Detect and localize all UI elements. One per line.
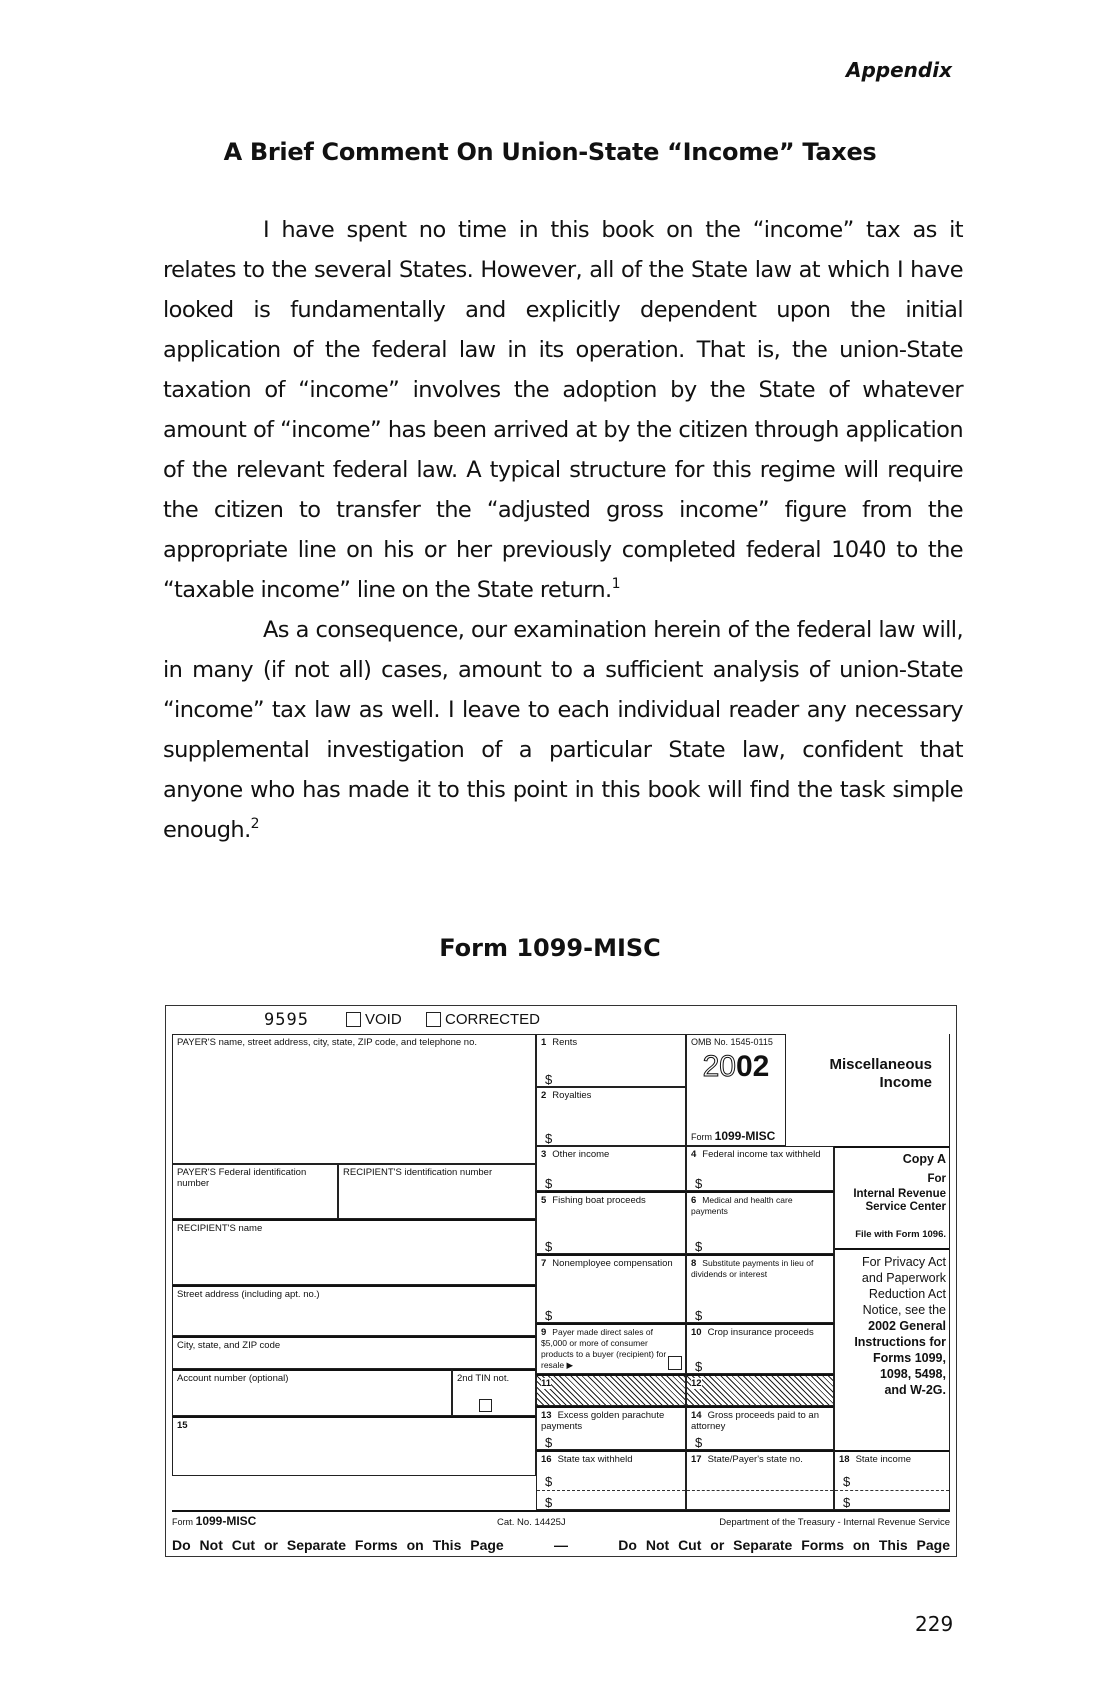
box-5-label: Fishing boat proceeds	[552, 1195, 646, 1206]
tax-year	[687, 1050, 785, 1083]
corrected-checkbox-group[interactable]	[426, 1011, 540, 1028]
box-12-num: 12	[691, 1378, 702, 1389]
form-bottom-border	[172, 1510, 950, 1512]
year-outline: 20	[702, 1050, 736, 1083]
city-state-zip-field[interactable]	[172, 1336, 536, 1369]
dashed-divider	[835, 1490, 949, 1491]
box-13-golden-parachute[interactable]	[536, 1406, 686, 1450]
box-8-substitute-payments[interactable]	[686, 1254, 834, 1323]
box-18-num: 18	[839, 1454, 850, 1465]
right-border	[949, 1034, 950, 1510]
payer-name-field[interactable]	[172, 1034, 536, 1164]
divider	[834, 1146, 950, 1148]
box-7-nonemployee-comp[interactable]	[536, 1254, 686, 1323]
payer-federal-id-label: PAYER'S Federal identification number	[177, 1167, 307, 1189]
privacy-line-bold: 2002 General	[868, 1319, 946, 1333]
box-4-fed-tax-withheld[interactable]	[686, 1146, 834, 1191]
box-17-label: State/Payer's state no.	[707, 1454, 803, 1465]
second-tin-field	[452, 1369, 536, 1416]
recipient-id-label: RECIPIENT'S identification number	[343, 1167, 493, 1178]
box-10-crop-insurance[interactable]	[686, 1323, 834, 1374]
dollar-sign: $	[545, 1239, 553, 1254]
running-header: Appendix	[846, 58, 952, 82]
do-not-cut-notice	[172, 1537, 950, 1553]
copy-a-panel	[834, 1146, 950, 1450]
recipient-id-field[interactable]	[338, 1164, 536, 1219]
box-18-state-income[interactable]	[834, 1450, 950, 1510]
account-number-field[interactable]	[172, 1369, 452, 1416]
dollar-sign: $	[545, 1072, 553, 1087]
box-16-num: 16	[541, 1454, 552, 1465]
do-not-cut-left: Do Not Cut or Separate Forms on This Page	[172, 1537, 504, 1553]
form-name: 1099-MISC	[714, 1129, 776, 1143]
second-tin-label: 2nd TIN not.	[457, 1373, 510, 1384]
payer-name-label: PAYER'S name, street address, city, state, ZIP code, and telephone no.	[177, 1037, 477, 1048]
dollar-sign: $	[695, 1359, 703, 1374]
recipient-name-label: RECIPIENT'S name	[177, 1223, 263, 1234]
form-1099-misc	[165, 1005, 957, 1557]
privacy-line-bold: 1098, 5498,	[879, 1367, 946, 1381]
privacy-line-bold: and W-2G.	[884, 1383, 946, 1397]
body-text	[163, 210, 963, 850]
box-9-checkbox[interactable]	[668, 1356, 682, 1370]
box-8-label: Substitute payments in lieu of dividends or interest	[691, 1258, 814, 1279]
dashed-divider	[687, 1490, 833, 1491]
dollar-sign: $	[545, 1474, 553, 1489]
box-8-num: 8	[691, 1258, 697, 1269]
privacy-line: Reduction Act	[868, 1287, 946, 1301]
omb-year-box	[686, 1034, 786, 1146]
paragraph-1-text: I have spent no time in this book on the “income” tax as it relates to the several States. However, all of the State law at which I have looked is fundamentally and explicitly dependent upon the initial application of the federal law in its operation. That is, the union-State taxation of “income” involves the adoption by the State of whatever amount of “income” has been arrived at by the citizen through application of the relevant federal law. A typical structure for this regime will require the citizen to transfer the “adjusted gross income” figure from the appropriate line on his or her previously completed federal 1040 to the “taxable income” line on the State return.	[163, 217, 963, 603]
box-15-label: 15	[177, 1420, 188, 1431]
form-title	[786, 1056, 932, 1092]
box-12-shaded	[686, 1374, 834, 1406]
footer-form-name: 1099-MISC	[195, 1514, 257, 1528]
box-14-num: 14	[691, 1410, 702, 1421]
box-15-field[interactable]	[172, 1416, 536, 1476]
box-6-medical[interactable]	[686, 1191, 834, 1254]
privacy-line: and Paperwork	[861, 1271, 946, 1285]
box-9-label: Payer made direct sales of $5,000 or more of consumer products to a buyer (recipient) for resale ▶	[541, 1327, 667, 1370]
do-not-cut-right: Do Not Cut or Separate Forms on This Page	[618, 1537, 950, 1553]
box-3-other-income[interactable]	[536, 1146, 686, 1191]
box-2-num: 2	[541, 1090, 547, 1101]
copy-for-label: For	[927, 1173, 946, 1185]
form-footer	[172, 1514, 950, 1528]
box-1-rents[interactable]	[536, 1034, 686, 1087]
privacy-line: Notice, see the	[862, 1303, 946, 1317]
box-17-state-payer-no[interactable]	[686, 1450, 834, 1510]
irs-line-1: Internal Revenue	[853, 1188, 946, 1200]
irs-line-2: Service Center	[865, 1201, 946, 1213]
year-bold: 02	[736, 1050, 770, 1083]
box-9-num: 9	[541, 1327, 547, 1338]
box-16-label: State tax withheld	[557, 1454, 633, 1465]
paragraph-2	[163, 610, 963, 850]
box-11-num: 11	[541, 1378, 552, 1389]
box-2-label: Royalties	[552, 1090, 592, 1101]
dollar-sign: $	[545, 1495, 553, 1510]
dollar-sign: $	[545, 1176, 553, 1191]
street-address-field[interactable]	[172, 1285, 536, 1336]
dollar-sign: $	[843, 1495, 851, 1510]
privacy-line: For Privacy Act	[861, 1255, 946, 1269]
box-4-num: 4	[691, 1149, 697, 1160]
box-11-shaded	[536, 1374, 686, 1406]
dollar-sign: $	[695, 1308, 703, 1323]
box-6-label: Medical and health care payments	[691, 1195, 793, 1216]
recipient-name-field[interactable]	[172, 1219, 536, 1285]
city-state-zip-label: City, state, and ZIP code	[177, 1340, 281, 1351]
box-10-num: 10	[691, 1327, 702, 1338]
box-16-state-tax[interactable]	[536, 1450, 686, 1510]
payer-federal-id-field[interactable]	[172, 1164, 338, 1219]
paragraph-2-text: As a consequence, our examination herein of the federal law will, in many (if not all) cases, amount to a sufficient analysis of union-State “income” tax law as well. I leave to each individual reader any necessary supplemental investigation of a particular State law, confident that anyone who has made it to this point in this book will find the task simple enough.	[163, 617, 963, 843]
em-dash: —	[554, 1537, 568, 1553]
box-5-num: 5	[541, 1195, 547, 1206]
footer-form-word: Form	[172, 1517, 193, 1527]
footnote-marker-2[interactable]: 2	[250, 816, 259, 832]
box-18-label: State income	[855, 1454, 912, 1465]
box-13-label: Excess golden parachute payments	[541, 1410, 665, 1432]
title-line-1: Miscellaneous	[829, 1056, 932, 1073]
privacy-line-bold: Instructions for	[854, 1335, 946, 1349]
copy-a-label: Copy A	[902, 1152, 946, 1166]
box-14-attorney-proceeds[interactable]	[686, 1406, 834, 1450]
box-6-num: 6	[691, 1195, 697, 1206]
box-7-label: Nonemployee compensation	[552, 1258, 673, 1269]
page-number: 229	[915, 1612, 954, 1636]
file-with-label: File with Form 1096.	[855, 1229, 946, 1240]
omb-form-name	[691, 1131, 775, 1143]
form-code: 9595	[264, 1010, 309, 1030]
omb-number: OMB No. 1545-0115	[691, 1037, 773, 1047]
privacy-line-bold: Forms 1099,	[873, 1351, 946, 1365]
dollar-sign: $	[843, 1474, 851, 1489]
paragraph-1	[163, 210, 963, 610]
box-3-label: Other income	[552, 1149, 610, 1160]
dashed-divider	[537, 1490, 685, 1491]
box-4-label: Federal income tax withheld	[702, 1149, 821, 1160]
void-checkbox[interactable]	[346, 1012, 361, 1027]
street-address-label: Street address (including apt. no.)	[177, 1289, 320, 1300]
dollar-sign: $	[545, 1435, 553, 1450]
box-17-num: 17	[691, 1454, 702, 1465]
box-7-num: 7	[541, 1258, 547, 1269]
catalog-number: Cat. No. 14425J	[497, 1517, 566, 1528]
form-word: Form	[691, 1132, 712, 1142]
dollar-sign: $	[695, 1176, 703, 1191]
box-9-direct-sales	[536, 1323, 686, 1374]
title-line-2: Income	[879, 1074, 932, 1091]
form-heading: Form 1099-MISC	[439, 934, 661, 962]
dollar-sign: $	[545, 1308, 553, 1323]
box-1-num: 1	[541, 1037, 547, 1048]
box-2-royalties[interactable]	[536, 1087, 686, 1146]
dollar-sign: $	[545, 1131, 553, 1146]
box-10-label: Crop insurance proceeds	[707, 1327, 814, 1338]
box-1-label: Rents	[552, 1037, 578, 1048]
corrected-checkbox[interactable]	[426, 1012, 441, 1027]
corrected-label: CORRECTED	[445, 1011, 541, 1028]
department-label: Department of the Treasury - Internal Revenue Service	[719, 1517, 950, 1528]
chapter-title: A Brief Comment On Union-State “Income” Taxes	[223, 138, 877, 166]
box-14-label: Gross proceeds paid to an attorney	[691, 1410, 820, 1432]
form-top-row	[166, 1006, 956, 1034]
second-tin-checkbox[interactable]	[479, 1399, 492, 1412]
box-5-fishing-boat[interactable]	[536, 1191, 686, 1254]
account-number-label: Account number (optional)	[177, 1373, 289, 1384]
void-checkbox-group[interactable]	[346, 1011, 402, 1028]
void-label: VOID	[365, 1011, 402, 1028]
dollar-sign: $	[695, 1239, 703, 1254]
box-13-num: 13	[541, 1410, 552, 1421]
box-3-num: 3	[541, 1149, 547, 1160]
divider	[835, 1248, 950, 1250]
dollar-sign: $	[695, 1435, 703, 1450]
footnote-marker-1[interactable]: 1	[611, 576, 620, 592]
